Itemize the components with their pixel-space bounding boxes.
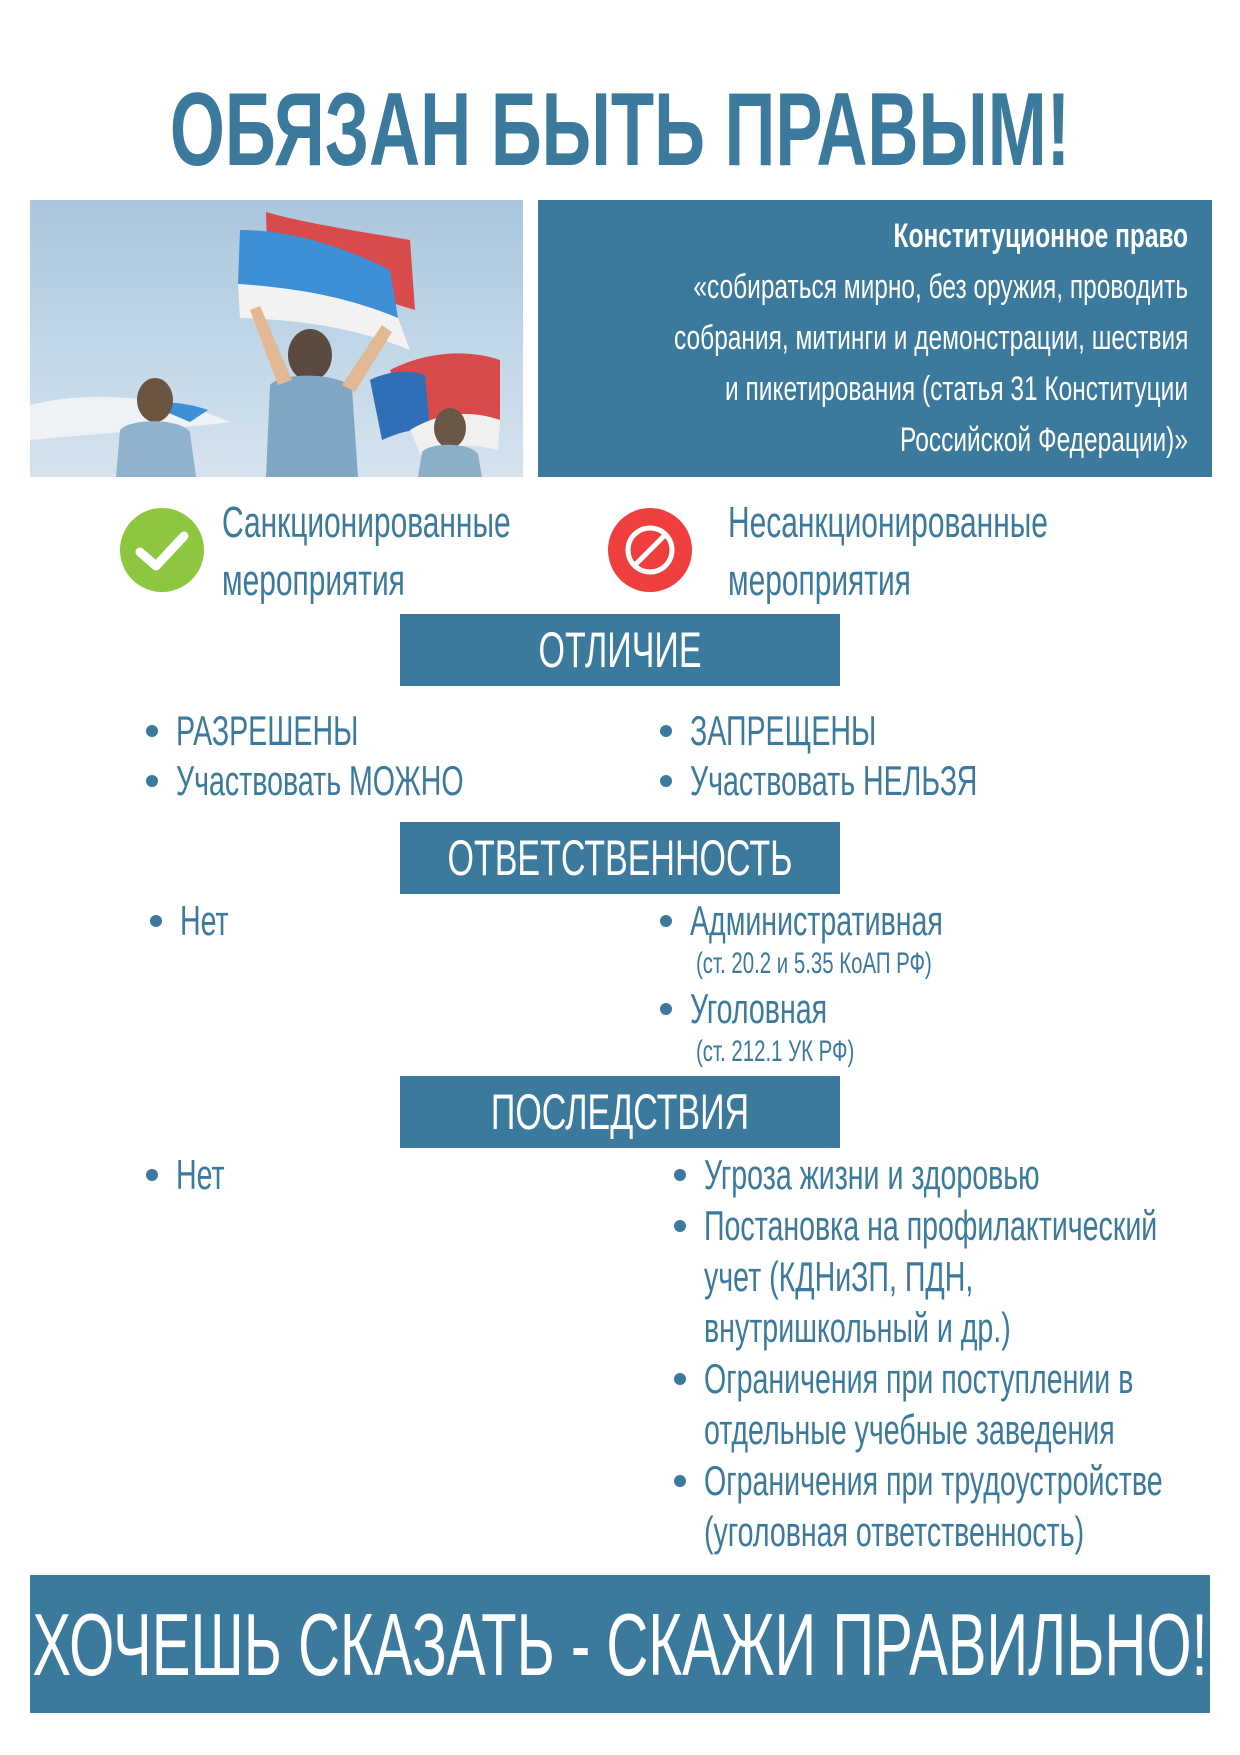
unsanctioned-events-label bbox=[728, 494, 1198, 610]
section-header-consequences bbox=[400, 1076, 840, 1148]
prohibited-icon bbox=[608, 508, 692, 592]
list-item-continuation: (уголовная ответственность) bbox=[704, 1508, 1085, 1555]
footer-slogan: ХОЧЕШЬ СКАЗАТЬ - СКАЖИ ПРАВИЛЬНО! bbox=[32, 1595, 1208, 1694]
page-title-container bbox=[0, 75, 1240, 185]
list-item: ЗАПРЕЩЕНЫ bbox=[690, 706, 964, 756]
constitution-quote-panel bbox=[538, 200, 1212, 477]
footer-banner bbox=[30, 1575, 1210, 1713]
list-item: Ограничения при поступлении в bbox=[704, 1354, 1240, 1404]
quote-line: «собираться мирно, без оружия, проводить bbox=[693, 268, 1188, 306]
list-item: Административная bbox=[690, 896, 1062, 946]
section-header-difference bbox=[400, 614, 840, 686]
list-item: РАЗРЕШЕНЫ bbox=[176, 706, 444, 756]
quote-line: собрания, митинги и демонстрации, шествия bbox=[673, 319, 1188, 357]
sanctioned-label-line1: Санкционированные bbox=[222, 498, 511, 547]
section-title: ПОСЛЕДСТВИЯ bbox=[490, 1084, 750, 1140]
sanctioned-events-label bbox=[222, 494, 646, 610]
law-reference-note: (ст. 20.2 и 5.35 КоАП РФ) bbox=[696, 947, 932, 980]
law-reference-note: (ст. 212.1 УК РФ) bbox=[696, 1035, 855, 1068]
list-item: Постановка на профилактический bbox=[704, 1201, 1240, 1251]
flags-photo bbox=[30, 200, 523, 477]
list-item-continuation: внутришкольный и др.) bbox=[704, 1304, 1011, 1351]
quote-line: Российской Федерации)» bbox=[900, 421, 1188, 459]
quote-heading: Конституционное право bbox=[893, 217, 1188, 255]
section-title: ОТВЕТСТВЕННОСТЬ bbox=[447, 830, 793, 886]
checkmark-icon bbox=[120, 508, 204, 592]
list-item: Нет bbox=[180, 896, 252, 946]
section-header-responsibility bbox=[400, 822, 840, 894]
list-item: Нет bbox=[176, 1150, 248, 1200]
section-title: ОТЛИЧИЕ bbox=[538, 622, 702, 678]
list-item: Участвовать МОЖНО bbox=[176, 756, 599, 806]
list-item: Ограничения при трудоустройстве bbox=[704, 1456, 1240, 1506]
list-item-continuation: отдельные учебные заведения bbox=[704, 1406, 1115, 1453]
list-item-continuation: учет (КДНиЗП, ПДН, bbox=[704, 1253, 974, 1300]
flags-photo-illustration bbox=[30, 200, 523, 477]
list-item: Угроза жизни и здоровью bbox=[704, 1150, 1198, 1200]
quote-line: и пикетирования (статья 31 Конституции bbox=[725, 370, 1188, 408]
unsanctioned-label-line1: Несанкционированные bbox=[728, 498, 1048, 547]
list-item: Уголовная bbox=[690, 984, 892, 1034]
sanctioned-label-line2: мероприятия bbox=[222, 556, 405, 605]
list-item: Участвовать НЕЛЬЗЯ bbox=[690, 756, 1113, 806]
page-title: ОБЯЗАН БЫТЬ ПРАВЫМ! bbox=[169, 75, 1071, 185]
unsanctioned-label-line2: мероприятия bbox=[728, 556, 911, 605]
